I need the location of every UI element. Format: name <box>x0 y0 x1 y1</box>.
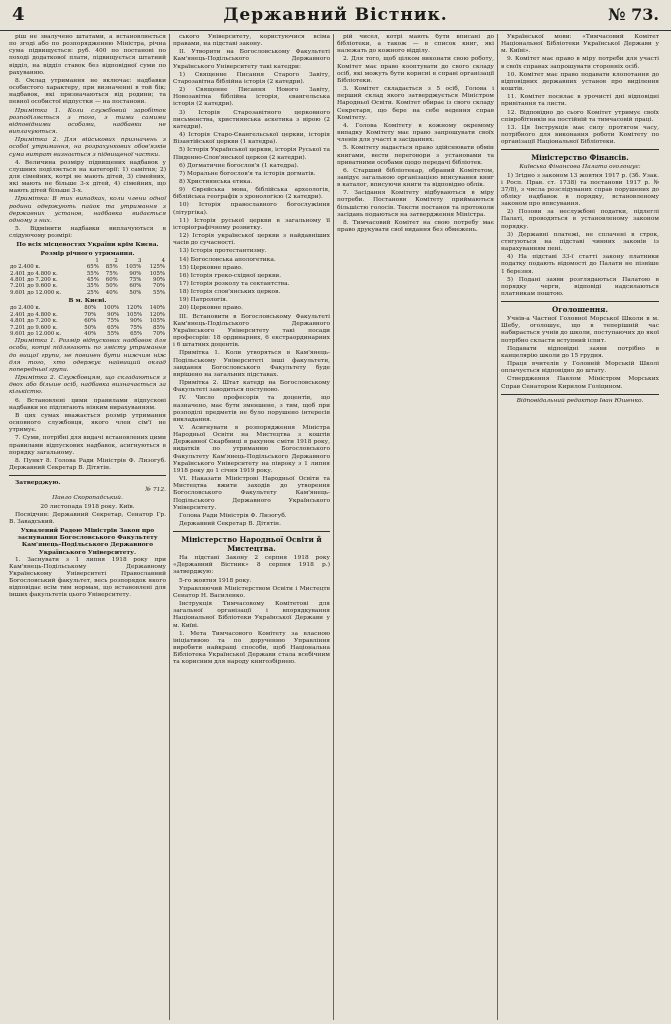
newspaper-title: Державний Вістник. <box>223 5 448 25</box>
paragraph: 8. Тимчасовий Комітет на свою потребу має право друкувати свої видання без обмежень. <box>337 219 494 234</box>
column-3 <box>334 34 498 1020</box>
paragraph: рій чисел, котрі мають бути вписані до бібліотеки, а також — в список книг, які належать до кожного відділу. <box>337 34 494 55</box>
table-cell: 55% <box>86 270 99 277</box>
table-cell: 35% <box>86 283 99 290</box>
table-cell: 60% <box>84 318 97 325</box>
table-cell: 90% <box>130 318 143 325</box>
paragraph: 6) Догматичне богослов'я (1 катедра). <box>179 162 299 169</box>
table-cell: 4.801 до 7.200 к. <box>10 318 58 325</box>
table-cell: 50% <box>105 283 118 290</box>
paragraph: 8. Пункт 8. Голова Ради Міністрів Ф. Лизогуб. Державний Секретар В. Дітятін. <box>9 457 166 471</box>
paragraph: 18) Історія слов'янських церков. <box>179 289 281 296</box>
paragraph: 1. Заснувати з 1 липня 1918 року при Кам'янець-Подільському Державному Українському Університеті Православний Богословський факультет, весь розпорядок якого відповідає всім тим нормам, що встановлені для інших факультетів цього Університету. <box>9 556 166 599</box>
paragraph: Примітка: В тих випадках, коли члени одної родини одержують пайок та утримання з державних установ, надбавка видається одному з них. <box>9 196 166 224</box>
paragraph: 6. Старший бібліотекар, обраний Комітетом, завідує загальною організацією вписування книг в каталог, вписуючи книги та відповідно облік. <box>337 167 494 189</box>
table-cell: до 2.400 к. <box>10 264 41 271</box>
paragraph: 17) Історія розколу та сектантства. <box>179 281 290 287</box>
paragraph: Примітка 1. Коли службовий заробіток розподіляється з того, з тими самими відповідними особами, надбавки не виплачуються. <box>9 107 166 136</box>
table-cell: 50% <box>84 324 97 331</box>
paragraph: Голова Ради Міністрів Ф. Лизогуб. <box>179 512 287 519</box>
paragraph: 12. Відповідно до сього Комітет утримує своїх співробітників на постійній та тимчасовій праці. <box>501 109 659 123</box>
paragraph: 5) Історія Української церкви, історія Руської та Південно-Слов'янської церков (2 катедри). <box>173 147 330 161</box>
table-header: 1 <box>95 257 99 264</box>
paragraph: 13. Ця Інструкція має силу протягом часу, потрібного для виконання роботи Комітету по організації Національної Бібліотеки. <box>501 124 659 146</box>
table-cell: 75% <box>107 318 120 325</box>
paragraph: 16) Історія греко-східної церкви. <box>179 272 282 279</box>
paragraph: 11) Історія руської церкви в загальному її історіографічному розвитку. <box>173 217 330 231</box>
paragraph: II. Утворити на Богословському Факультеті Кам'янець-Подільського Державного Українського Університету такі катедри: <box>173 49 330 70</box>
paragraph: 5. Відмінити надбавки виплачуються в слідуючому розмірі: <box>9 226 166 240</box>
table-cell: 105% <box>126 311 143 318</box>
paragraph: ського Університету, користуючися всіма правами, на підставі закону. <box>173 34 330 48</box>
table-cell: 40% <box>84 330 97 337</box>
decree-date: 20 листопада 1918 року. Київ. <box>40 503 135 510</box>
table-cell: 85% <box>153 324 165 331</box>
paragraph: Учнів-а Частної Головної Морської Школи в м. Шебу, оголошує, що в теперішній час набирається учнів до школи, поступаючих до якої потрібно скласти вступний іспит. <box>501 316 659 344</box>
paragraph: Примітка 1. Розмір відпускових надбавок для особи, котрі підлягають по змісту утримання до вищої групи, не повинен бути нижчим ніж для того, хто одержує найвищий оклад попередньої групи. <box>9 338 166 373</box>
table-cell: 45% <box>86 276 99 283</box>
table-cell: 65% <box>107 324 120 331</box>
paragraph: 3) Історія Старозавітного церковного письменства, християнська аскетика з вірою (2 катедри). <box>173 109 330 130</box>
paragraph: 9) Єврейська мова, біблійська археологія, біблійська географія з хронологією (2 катедри). <box>173 187 330 201</box>
table-cell: 75% <box>129 276 142 283</box>
table-cell: 85% <box>105 264 118 271</box>
divider <box>501 149 659 150</box>
table-cell: 9.601 до 12.000 к. <box>10 289 62 296</box>
law-title: Ухвалений Радою Міністрів Закон про заснування Богословського Факультету Кам'янець-Подільського Державного Українського Університету. <box>17 527 158 556</box>
table-cell: 7.201 до 9.600 к. <box>10 324 58 331</box>
table-cell: 65% <box>130 330 143 337</box>
paragraph: 13) Історія протестантизму. <box>179 248 267 255</box>
approval-label: Затверджую. <box>15 479 61 487</box>
paragraph: 1) Священне Писання Старого Завіту, Старозавітна біблійна історія (2 катедри). <box>173 71 330 85</box>
columns <box>6 34 666 1020</box>
table-cell: 4.801 до 7.200 к. <box>10 276 58 283</box>
table-cell: 50% <box>129 289 142 296</box>
column-4 <box>498 34 662 1020</box>
ministry-heading: Міністерство Фінансів. <box>531 153 629 163</box>
notice-heading: Оголошення. <box>552 305 608 315</box>
table-cell: 60% <box>129 283 142 290</box>
table-header: 4 <box>161 257 165 264</box>
table-cell: 90% <box>129 270 142 277</box>
paragraph: 20) Церковне право. <box>179 305 243 312</box>
paragraph: Інструкція Тимчасовому Комітетові для загальної організації і впорядкування Національної Бібліотеки Української Держави у м. Київі. <box>173 601 330 629</box>
table-cell: 2.401 до 4.800 к. <box>10 270 58 277</box>
paragraph: Праця вчителів у Головній Морській Школі оплачується відповідно до штату. <box>501 361 659 375</box>
table-cell: 105% <box>149 270 165 277</box>
table-cell: 9.601 до 12.000 к. <box>10 330 62 337</box>
table-cell: 125% <box>149 264 165 271</box>
paragraph: Примітка 2. Штат катедр на Богословському Факультеті заводиться поступово. <box>173 380 330 394</box>
paragraph: Примітка 2. Для військових призначень з особої утримання, на розрахункових обов'язків сума витрат визнається з підвищеної частки. <box>9 137 166 158</box>
paragraph: 4. Величина розміру підвищених надбавок у слушних поділяється на категорії: 1) самітня; 2) для сімейних, котрі не мають дітей, 3) сімейних, які мають не більше 3-х дітей, 4) сімейних, що мають дітей більше 3-х. <box>9 159 166 195</box>
table-cell: 25% <box>86 289 99 296</box>
table-cell: 105% <box>125 264 142 271</box>
table-cell: 70% <box>153 283 165 290</box>
paragraph: 3. Комітет складається з 5 осіб, Голова і перший склад якого затверджується Міністром Народньої Освіти. Комітет обирає із свого складу Секретаря, що бере на себе ведення справ Комітету. <box>337 86 494 121</box>
column-2 <box>170 34 334 1020</box>
ministry-heading: Міністерство Народньої Освіти й Мистецтва. <box>181 535 322 554</box>
table-cell: 70% <box>84 311 97 318</box>
paragraph: Державний Секретар В. Дітятін. <box>179 521 281 527</box>
paragraph: 15) Церковне право. <box>179 264 243 271</box>
paragraph: ріш не звалучено штатами, а встановлюється по згоді або по розпорядженню Міністра, річна сума підвищується: руб. 400 по постанові по поході додаткової плати, підвищується штатний відділ, на відділ ставок без відповідної суми по рахуванню. <box>9 34 166 76</box>
paragraph: 7. Суми, потрібні для видачі встановлених цими правилами відпускових надбавок, асигнуються в порядку загальному. <box>9 435 166 456</box>
table-cell: 90% <box>153 276 165 283</box>
paragraph: 9. Комітет має право в міру потреби для участі в своїх справах запрошувати сторонніх осіб. <box>501 56 659 70</box>
paragraph: 19) Патрологія. <box>179 297 228 304</box>
table-cell: 100% <box>103 305 120 312</box>
divider <box>501 301 659 302</box>
paragraph: VI. Наказати Міністрові Народньої Освіти та Мистецтва вжити заходів до утворення Богословського Факультету Кам'янець-Подільського Державного Українського Університету. <box>173 476 330 511</box>
paragraph: IV. Число професорів та доцентів, що назначено, має бути зменшене, з тим, щоб при розподілі предметів не було порушено інтересів викладання. <box>173 395 330 423</box>
decree-countersign: Посвідчив: Державний Секретар, Сенатор Гр. В. Завадський. <box>9 511 166 525</box>
paragraph: Примітка 1. Коли утворяться в Кам'янець-Подільському Університеті інші факультети, завдання Богословського Факультету буде вирішено на загальних підставах. <box>173 350 330 378</box>
table-cell: 55% <box>107 330 120 337</box>
divider <box>9 475 166 476</box>
table-cell: 2.401 до 4.800 к. <box>10 311 58 318</box>
paragraph: 11. Комітет посилає в урочисті дні відповідні привітання та листи. <box>501 94 659 108</box>
paragraph: 8) Християнська етика. <box>179 178 253 185</box>
paragraph: Примітка 2. Службовцям, що складаються з двох або більше осіб, надбавка визначається за кількістю. <box>9 375 166 396</box>
decree-number: № 712. <box>145 487 166 494</box>
table-cell: 65% <box>86 264 99 271</box>
table-cell: 55% <box>153 289 165 296</box>
paragraph: 10) Історія православного богослужіння (літургіка). <box>173 202 330 216</box>
table-cell: 75% <box>105 270 118 277</box>
table-cell: 75% <box>130 324 143 331</box>
table-cell: 7.201 до 9.600 к. <box>10 283 58 290</box>
rates-table-kyiv <box>9 305 166 337</box>
paragraph: 5) Подані заяви розглядаються Палатою в порядку черги, відповіді надсилаються платникам поштою. <box>501 276 659 297</box>
table-cell: до 2.400 к. <box>10 305 41 312</box>
paragraph: Подавати відповідні заяви потрібно в канцелярію школи до 15 грудня. <box>501 345 659 359</box>
column-1 <box>6 34 170 1020</box>
table-cell: 60% <box>105 276 118 283</box>
paragraph: V. Асигнувати в розпорядження Міністра Народньої Освіти на Мистецтва з коштів Державної Скарбниці в рахунок сміти 1918 року, видатків по утриманню Богословського Факультету Кам'янець-Подільського Державного Українського Університету на півроку з 1 липня 1918 року до 1 січня 1919 року. <box>173 424 330 474</box>
rates-title: Розмір річного утримання. <box>40 249 135 257</box>
paragraph: 4) Історія Старо-Євангельської церкви, історія Візантійської церкви (1 катедра). <box>173 132 330 146</box>
divider <box>173 531 330 532</box>
table-cell: 140% <box>149 305 165 312</box>
paragraph: 7) Моральне богослов'я та історія догматів. <box>179 170 316 177</box>
paragraph: 2) Священне Писання Нового Завіту, Новозавітна біблійна історія, євангельська історія (2 катедри). <box>173 87 330 108</box>
paragraph: Управляючий Міністерством Освіти і Мистецтв Сенатор Н. Василенко. <box>173 585 330 599</box>
paragraph: В цих сумах вважається розмір утримання основного службовця, якого член сім'ї не утримує. <box>9 412 166 434</box>
decree-signer: Павло Скоропадський. <box>52 495 123 502</box>
divider <box>501 394 659 395</box>
table-header: 3 <box>137 257 142 264</box>
paragraph: 7. Засідання Комітету відбуваються в міру потреби. Постанови Комітету приймаються більшістю голосів. Тексти постанов та протоколи засідань подаються на затвердження Міністра. <box>337 190 494 218</box>
table-row <box>9 331 166 337</box>
table-cell: 120% <box>126 305 143 312</box>
paragraph: III. Встановити в Богословському Факультеті Кам'янець-Подільського Державного Українського Університету такі посади професорів: 18 ординарних, 6 екстраординарних і 6 штатних доцентів. <box>173 313 330 349</box>
paragraph: 12) Історія української церкви з найдавніших часів до сучасності. <box>173 233 330 247</box>
table-cell: 40% <box>105 289 118 296</box>
table-cell: 80% <box>84 305 97 312</box>
paragraph: 1) Згідно з законом 13 жовтня 1917 р. (Зб. Узак. і Росп. Прав. ст. 1738) та постанови 1917 р. № 37/8), з числа розслідуваних справ порушених до обліку надбавок в порядку, встановленому законом про вписування. <box>501 172 659 208</box>
paragraph: По всіх місцевостях України крім Києва. <box>16 241 159 249</box>
paragraph: 6. Встановлені цими правилами відпускові надбавки не підлягають ніяким вирахуванням. <box>9 397 166 411</box>
paragraph: 4) На підставі 33-ї статті закону платники податку подають відомості до Палати не пізніше 1 березня. <box>501 254 659 275</box>
paragraph: 5. Комітету надається право здійснювати обмін книгами, вести переговори з установами та приватними особами щодо передачі бібліотек. <box>337 145 494 166</box>
paragraph: 10. Комітет має право подавати клопотання до відповідних державних установ про виділення коштів. <box>501 71 659 93</box>
paragraph: 2. Для того, щоб цілком виконати свою роботу, Комітет має право кооптувати до свого складу осіб, які можуть бути корисні в справі організації Бібліотеки. <box>337 56 494 84</box>
table-cell: 90% <box>107 311 120 318</box>
paragraph: На підставі Закону 2 серпня 1918 року «Державний Вістник» 8 серпня 1918 р.) затверджую: <box>173 555 330 576</box>
table-cell: 105% <box>149 318 165 325</box>
paragraph: 1. Мета Тимчасового Комітету за власною ініціативою та по дорученню Управління виробити найкращі способи, щоб Національна Бібліотека Української Держави стала всебічним та корисним для народу книгозбірнею. <box>173 630 330 666</box>
page-number: 4 <box>12 4 25 25</box>
table-cell: 120% <box>149 311 165 318</box>
editor-credit: Відповідальний редактор Іван Юшенко. <box>516 397 644 404</box>
table-header: 2 <box>114 257 118 264</box>
table-cell: 70% <box>153 330 165 337</box>
rates-title: В м. Києві. <box>68 297 107 305</box>
page-header <box>0 0 671 31</box>
issue-number: № 73. <box>608 5 659 24</box>
table-row <box>9 290 166 296</box>
paragraph: 8. Оклад утримання не включає: надбавки особистого характеру, при визначенні в той бік; надбавок, які призначаються від родини; та певної особистої відпустки — на постанови. <box>9 77 166 106</box>
paragraph: 14) Богословська апологетика. <box>179 256 276 263</box>
paragraph: 4. Голова Комітету в кожному окремому випадку Комітету має право запрошувати своїх членів для участі в засіданнях. <box>337 122 494 144</box>
paragraph: 2) Позови за неслужбові податки, підлеглі Палаті, проводяться в установленому законом порядку. <box>501 209 659 230</box>
rates-table-provinces <box>9 258 166 296</box>
paragraph: 3) Державні платежі, не сплачені в строк, стягуються на підставі чинних законів із нарахуванням пені. <box>501 231 659 253</box>
paragraph: 5-го жовтня 1918 року. <box>179 577 252 584</box>
paragraph: Ствердження Павлом Міністром Морських Справ Сенатором Кирилом Голіцином. <box>501 376 659 390</box>
ministry-subtitle: Київська Фінансова Палата оголошує: <box>519 164 641 171</box>
paragraph: Української мови: «Тимчасовий Комітет Національної Бібліотеки Української Держави у м. Київі». <box>501 34 659 55</box>
